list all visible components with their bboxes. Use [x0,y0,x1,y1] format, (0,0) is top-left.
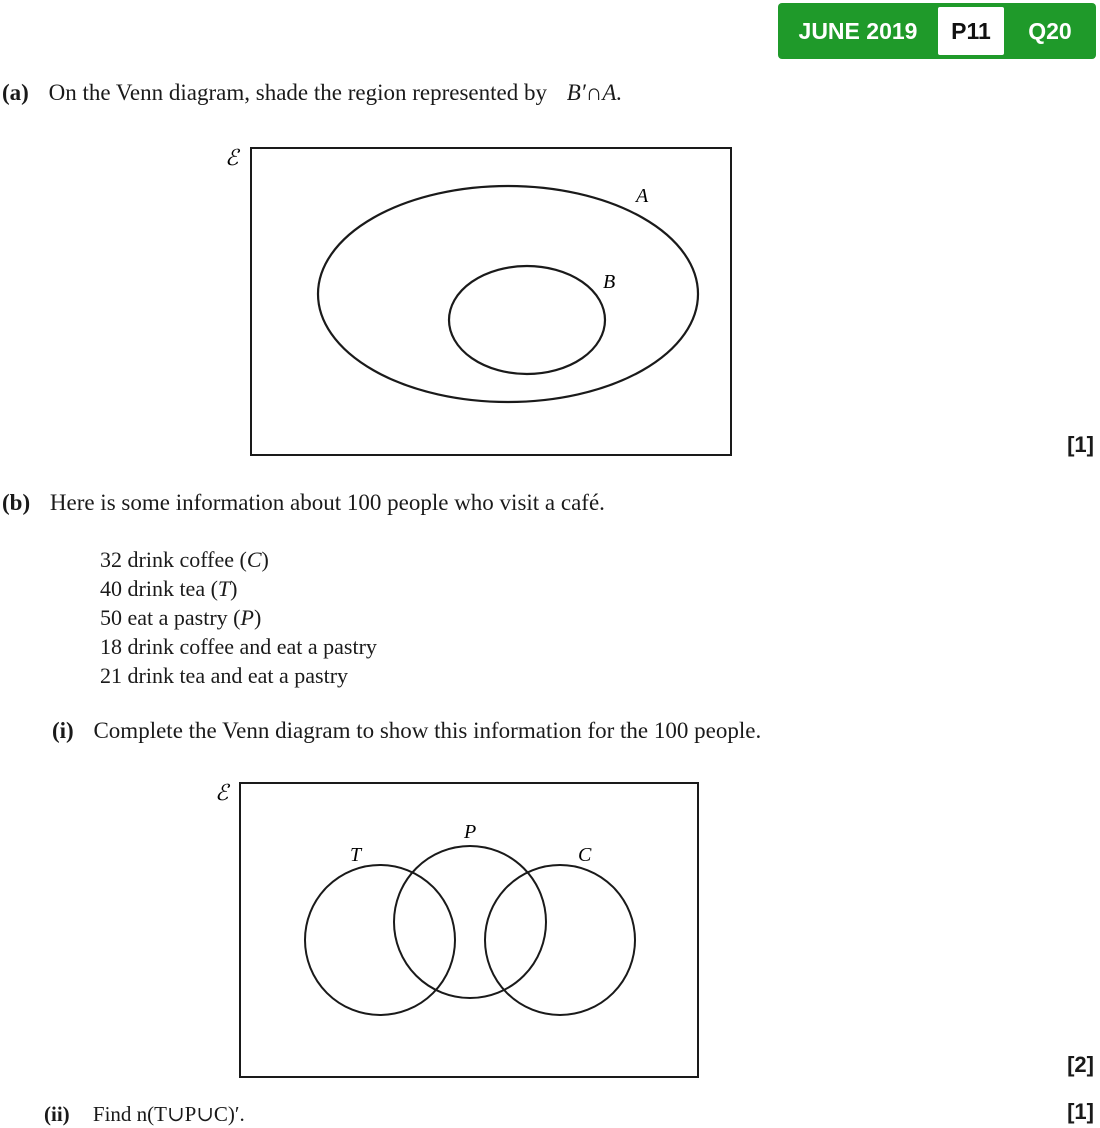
part-b-ii-text: Find n(T∪P∪C)′. [92,1102,245,1126]
set-c-label: C [578,844,592,866]
set-p-label: P [464,821,477,843]
part-b-intro-text: Here is some information about 100 people who visit a café. [49,490,605,515]
part-a-marks: [1] [1067,432,1094,457]
universal-set-box [251,148,731,455]
set-t-label: T [350,844,362,866]
part-b-ii-marks: [1] [1067,1099,1094,1124]
info-line-tea-pastry: 21 drink tea and eat a pastry [100,663,349,688]
info-line-coffee: 32 drink coffee (C) [100,547,269,572]
set-b-ellipse[interactable] [449,266,605,374]
set-c-circle[interactable] [485,865,635,1015]
info-line-coffee-pastry: 18 drink coffee and eat a pastry [100,634,377,659]
part-b-i-question [52,718,761,744]
venn-diagram-a [0,0,1100,470]
part-a-expression: B′∩A. [566,80,623,105]
exam-session: JUNE 2019 [798,17,918,44]
question-number: Q20 [1028,17,1072,44]
set-t-circle[interactable] [305,865,455,1015]
cafe-info-list [100,545,377,690]
set-a-label: A [636,185,649,207]
part-b-i-text: Complete the Venn diagram to show this information for the 100 people. [93,718,762,743]
set-b-label: B [603,271,616,293]
part-b-ii-label: (ii) [44,1102,70,1126]
paper-number: P11 [938,7,1004,55]
set-p-circle[interactable] [394,846,546,998]
info-line-tea: 40 drink tea (T) [100,576,238,601]
part-a-text: On the Venn diagram, shade the region represented by [48,80,547,105]
set-a-ellipse[interactable] [318,186,698,402]
part-b-i-label: (i) [52,718,74,743]
universal-set-symbol-b: ℰ [215,780,229,805]
part-b-label: (b) [2,490,31,515]
venn-diagram-b [0,760,1100,1090]
universal-set-symbol: ℰ [225,145,239,170]
part-a-label: (a) [2,80,29,105]
part-b-intro [2,490,605,516]
info-line-pastry: 50 eat a pastry (P) [100,605,262,630]
part-b-i-marks: [2] [1067,1052,1094,1077]
part-b-ii-question [44,1102,245,1127]
